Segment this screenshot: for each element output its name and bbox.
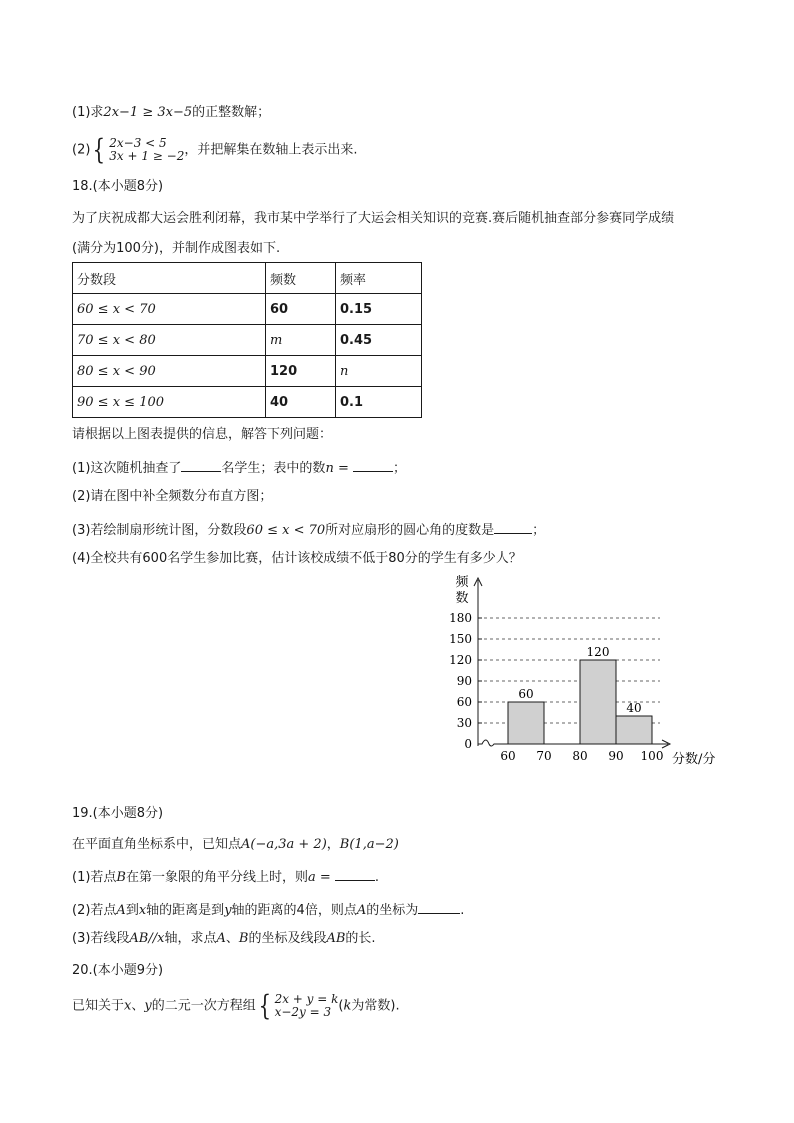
q17-part2-suffix: ，并把解集在数轴上表示出来.	[184, 142, 358, 158]
q19-sub2-d: x	[138, 903, 147, 918]
q19-sub2	[72, 900, 464, 920]
frequency-histogram	[430, 572, 730, 772]
answer-blank[interactable]	[335, 867, 375, 881]
y-tick-label: 150	[449, 632, 472, 646]
table-cell: 120	[266, 356, 336, 387]
q19-sub3-g: 的坐标及线段	[248, 931, 327, 946]
table-cell: 0.1	[336, 387, 422, 418]
x-tick-label: 100	[640, 749, 664, 763]
q18-sub3-c: 所对应扇形的圆心角的度数是	[325, 523, 495, 538]
q17-part2	[72, 133, 358, 166]
q18-sub3-b: 60 ≤ x < 70	[246, 523, 326, 538]
q18-sub2: (2)请在图中补全频数分布直方图；	[72, 489, 273, 504]
q19-sub3-d: A	[216, 931, 226, 946]
q20-text	[72, 989, 400, 1022]
q19-point-a: A(−a,3a + 2)	[241, 837, 327, 852]
q19-sub3-b: AB//x	[129, 931, 165, 946]
table-cell: 0.45	[336, 325, 422, 356]
x-axis-label: 分数/分	[672, 752, 716, 767]
answer-blank[interactable]	[418, 900, 460, 914]
q18-header: 18.(本小题8分)	[72, 179, 164, 194]
q20-x: x	[124, 998, 132, 1014]
q19-sub1-c: 在第一象限的角平分线上时，则	[125, 870, 308, 885]
q20-a: 已知关于	[72, 998, 125, 1014]
brace-icon: {	[258, 989, 271, 1022]
q18-sub1-a: (1)这次随机抽查了	[72, 461, 182, 476]
q20-system-row2: x−2y = 3	[274, 1005, 332, 1019]
y-tick-label: 180	[449, 611, 472, 625]
q19-sub3-h: AB	[326, 931, 346, 946]
table-cell: 60 ≤ x < 70	[73, 294, 266, 325]
q20-header: 20.(本小题9分)	[72, 963, 164, 978]
q20-d: 为常数).	[351, 998, 400, 1014]
table-cell: 60	[266, 294, 336, 325]
table-header-cell: 频数	[266, 263, 336, 294]
bar-value-label: 60	[518, 687, 534, 701]
q19-sub2-e: 轴的距离是到	[146, 903, 225, 918]
q19-sub1-e: .	[374, 870, 380, 885]
q19-sub1	[72, 867, 379, 887]
table-cell: 80 ≤ x < 90	[73, 356, 266, 387]
q19-sub2-f: y	[224, 903, 232, 918]
frequency-table	[72, 262, 422, 418]
q19-sub1-b: B	[116, 870, 126, 885]
bar-value-label: 40	[626, 701, 642, 715]
table-cell: 40	[266, 387, 336, 418]
x-tick-label: 80	[572, 749, 588, 763]
q19-sub2-j: .	[460, 903, 465, 918]
y-tick-label: 90	[456, 674, 472, 688]
bar-value-label: 120	[586, 645, 610, 659]
q19-sub3-a: (3)若线段	[72, 931, 130, 946]
q19-sub2-c: 到	[125, 903, 139, 918]
table-cell: 0.15	[336, 294, 422, 325]
answer-blank[interactable]	[353, 458, 393, 472]
q20-system-row1: 2x + y = k	[274, 992, 339, 1006]
q19-sub2-h: A	[356, 903, 367, 918]
histogram-bar	[508, 702, 544, 744]
q19-sub1-a: (1)若点	[72, 870, 117, 885]
q19-intro	[72, 836, 399, 854]
y-tick-label: 60	[456, 695, 472, 709]
histogram-bar	[580, 660, 616, 744]
q18-sub4: (4)全校共有600名学生参加比赛，估计该校成绩不低于80分的学生有多少人？	[72, 551, 522, 566]
q17-part2-prefix: (2)	[72, 142, 91, 158]
table-cell: m	[266, 325, 336, 356]
q18-prompt: 请根据以上图表提供的信息，解答下列问题：	[72, 427, 333, 442]
q17-part1	[72, 104, 270, 122]
table-header-row	[73, 263, 422, 294]
q17-system-row2: 3x + 1 ≥ −2	[109, 149, 185, 163]
q17-inequality-system	[90, 133, 185, 166]
q19-sub3-f: B	[238, 931, 249, 946]
q18-sub1-b: 名学生；表中的数	[221, 461, 326, 476]
y-tick-label: 120	[449, 653, 472, 667]
q19-sub3-i: 的长.	[345, 931, 376, 946]
brace-icon: {	[93, 133, 106, 166]
q19-point-b: B(1,a−2)	[339, 837, 399, 852]
q19-sub2-a: (2)若点	[72, 903, 117, 918]
q18-text2: (满分为100分)，并制作成图表如下.	[72, 241, 281, 256]
q19-intro-a: 在平面直角坐标系中，已知点	[72, 837, 242, 852]
q20-equation-system	[256, 989, 339, 1022]
q18-sub3-a: (3)若绘制扇形统计图，分数段	[72, 523, 247, 538]
y-axis-label: 频	[455, 575, 469, 590]
x-tick-label: 90	[608, 749, 624, 763]
table-row	[73, 387, 422, 418]
table-header-cell: 频率	[336, 263, 422, 294]
table-row	[73, 325, 422, 356]
answer-blank[interactable]	[181, 458, 221, 472]
table-cell: 70 ≤ x < 80	[73, 325, 266, 356]
q19-sub3-c: 轴，求点	[164, 931, 217, 946]
q18-sub3-d: ；	[532, 523, 546, 538]
q19-header: 19.(本小题8分)	[72, 806, 164, 821]
table-row	[73, 294, 422, 325]
q19-intro-c: ，	[326, 837, 340, 852]
answer-blank[interactable]	[494, 520, 532, 534]
q20-y: y	[144, 998, 152, 1014]
q19-sub2-i: 的坐标为	[366, 903, 419, 918]
x-tick-label: 60	[500, 749, 516, 763]
table-cell: n	[336, 356, 422, 387]
q19-sub1-d: a =	[308, 870, 331, 885]
q17-part1-suffix: 的正整数解；	[192, 105, 271, 120]
y-tick-label: 30	[456, 716, 472, 730]
q17-part1-prefix: (1)求	[72, 105, 104, 120]
q19-sub3	[72, 930, 376, 948]
q17-system-row1: 2x−3 < 5	[109, 136, 167, 150]
histogram-bar	[616, 716, 652, 744]
q19-sub3-e: 、	[225, 931, 239, 946]
q18-sub1	[72, 458, 406, 478]
q20-sep: 、	[131, 998, 145, 1014]
table-row	[73, 356, 422, 387]
q17-part1-expr: 2x−1 ≥ 3x−5	[103, 105, 193, 120]
x-tick-label: 70	[536, 749, 552, 763]
q20-b: 的二元一次方程组	[151, 998, 256, 1014]
table-header-cell: 分数段	[73, 263, 266, 294]
q20-k: k	[343, 998, 352, 1014]
q18-sub3	[72, 520, 545, 540]
q19-sub2-b: A	[116, 903, 126, 918]
q18-sub1-d: ；	[392, 461, 406, 476]
q19-sub2-g: 轴的距离的4倍，则点	[231, 903, 357, 918]
q18-sub1-c: n =	[325, 461, 349, 476]
q18-text1: 为了庆祝成都大运会胜利闭幕，我市某中学举行了大运会相关知识的竞赛.赛后随机抽查部分参赛同学成绩	[72, 211, 675, 226]
y-axis-label: 数	[455, 591, 469, 606]
q20-c: (	[338, 998, 344, 1014]
y-tick-label: 0	[464, 737, 472, 751]
table-cell: 90 ≤ x ≤ 100	[73, 387, 266, 418]
